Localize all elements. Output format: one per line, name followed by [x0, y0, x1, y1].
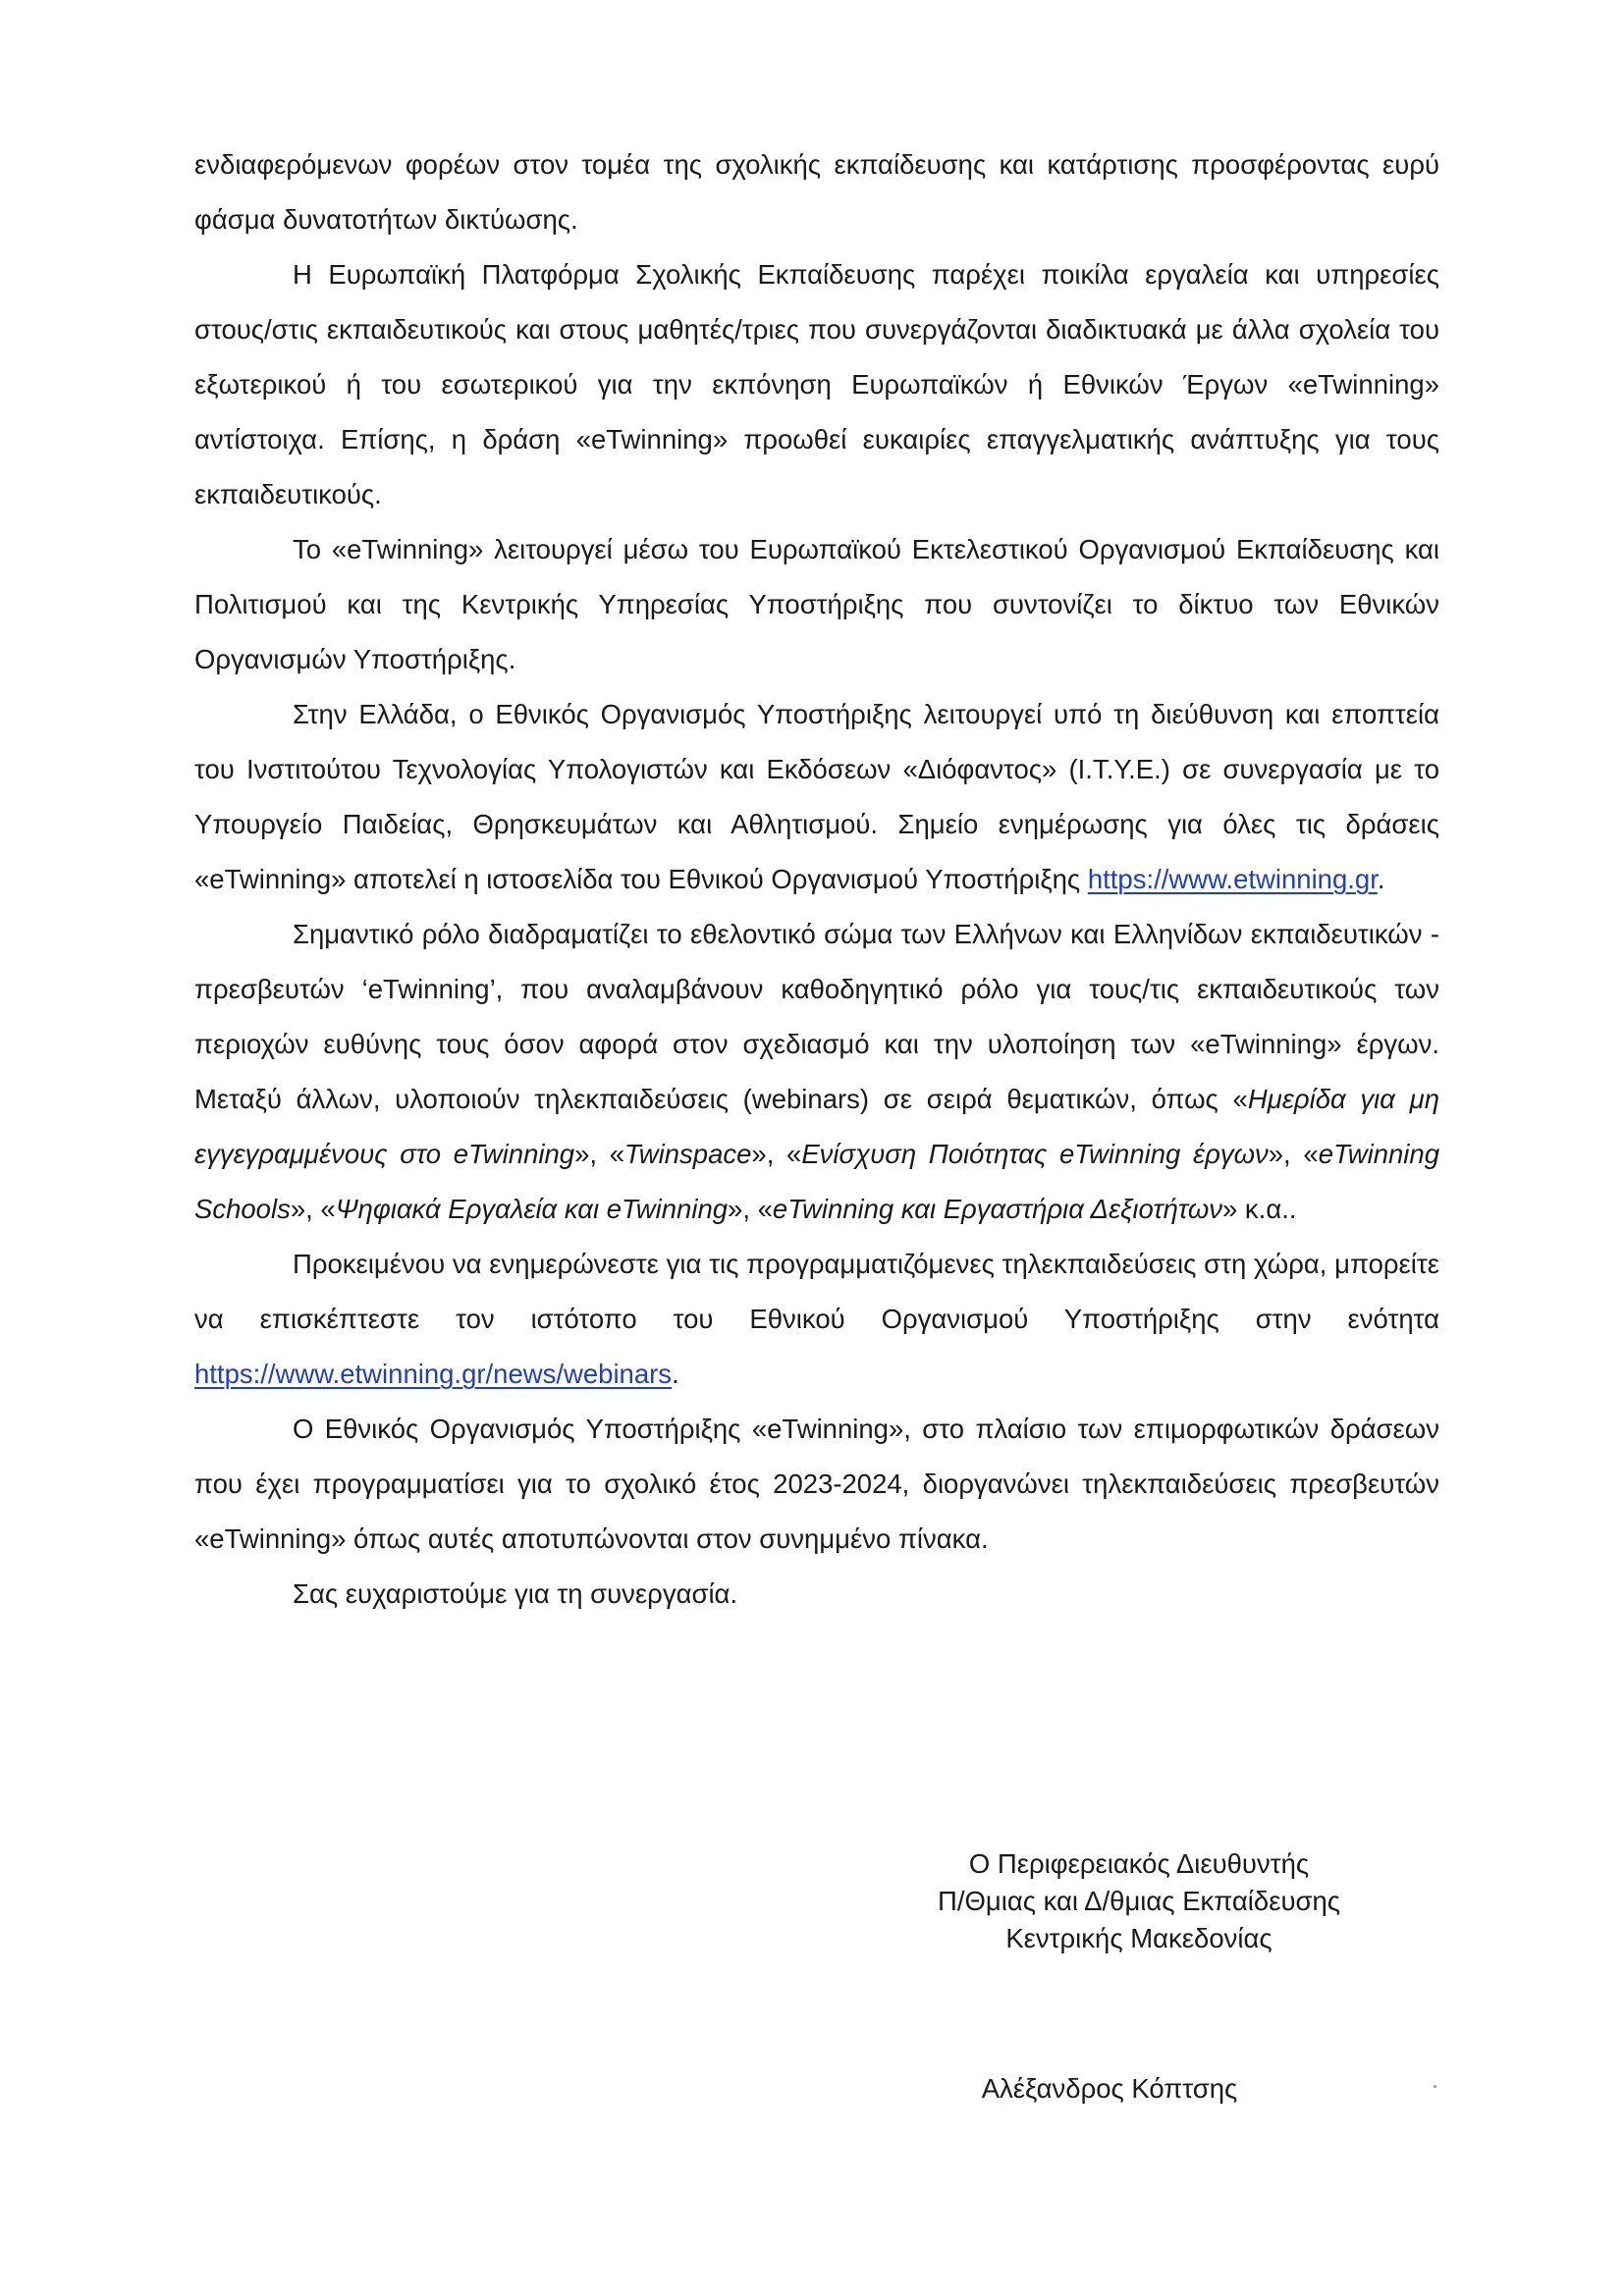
signature-department: Π/Θμιας και Δ/θμιας Εκπαίδευσης: [937, 1886, 1341, 1916]
paragraph-operation: Το «eTwinning» λειτουργεί μέσω του Ευρωπαϊκού Εκτελεστικού Οργανισμού Εκπαίδευσης και Πολιτισμού και της Κεντρικής Υπηρεσίας Υποστήριξης που συντονίζει το δίκτυο των Εθνικών Οργανισμών Υποστήριξης.: [194, 534, 1439, 674]
paragraph-greece-end: .: [1377, 864, 1385, 894]
paragraph-organizes: Ο Εθνικός Οργανισμός Υποστήριξης «eTwinning», στο πλαίσιο των επιμορφωτικών δράσεων που έχει προγραμματίσει για το σχολικό έτος 2023-2024, διοργανώνει τηλεκπαιδεύσεις πρεσβευτών «eTwinning» όπως αυτές αποτυπώνονται στον συνημμένο πίνακα.: [194, 1414, 1439, 1554]
webinar-topic: Twinspace: [624, 1139, 752, 1169]
webinar-topic: Ημερίδα για μη εγγεγραμμένους στο eTwinning: [194, 1084, 1439, 1169]
webinar-topic: eTwinning και Εργαστήρια Δεξιοτήτων: [772, 1194, 1222, 1224]
signature-region: Κεντρικής Μακεδονίας: [1005, 1923, 1272, 1953]
separator: », «: [290, 1194, 336, 1224]
paragraph-webinars: [194, 1237, 1439, 1402]
paragraph-ambassadors-text: Σημαντικό ρόλο διαδραματίζει το εθελοντικό σώμα των Ελλήνων και Ελληνίδων εκπαιδευτικών - πρεσβευτών ‘eTwinning’, που αναλαμβάνουν καθοδηγητικό ρόλο για τους/τις εκπαιδευτικούς των περιοχών ευθύνης τους όσον αφορά στον σχεδιασμό και την υλοποίηση των «eTwinning» έργων. Μεταξύ άλλων, υλοποιούν τηλεκπαιδεύσεις (webinars) σε σειρά θεματικών, όπως «: [194, 919, 1439, 1114]
webinar-topic: Ενίσχυση Ποιότητας eTwinning έργων: [801, 1139, 1269, 1169]
paragraph-continuation: ενδιαφερόμενων φορέων στον τομέα της σχολικής εκπαίδευσης και κατάρτισης προσφέροντας ευρύ φάσμα δυνατοτήτων δικτύωσης.: [194, 149, 1439, 235]
scan-dot: [1434, 2085, 1436, 2088]
paragraph-greece: [194, 687, 1439, 907]
paragraph-greece-text: Στην Ελλάδα, ο Εθνικός Οργανισμός Υποστήριξης λειτουργεί υπό τη διεύθυνση και εποπτεία του Ινστιτούτου Τεχνολογίας Υπολογιστών και Εκδόσεων «Διόφαντος» (Ι.Τ.Υ.Ε.) σε συνεργασία με το Υπουργείο Παιδείας, Θρησκευμάτων και Αθλητισμού. Σημείο ενημέρωσης για όλες τις δράσεις «eTwinning» αποτελεί η ιστοσελίδα του Εθνικού Οργανισμού Υποστήριξης: [194, 699, 1439, 894]
etwinning-link[interactable]: https://www.etwinning.gr: [1087, 864, 1378, 894]
separator: », «: [574, 1139, 624, 1169]
paragraph-ambassadors-end: » κ.α..: [1222, 1194, 1297, 1224]
paragraph-webinars-text: Προκειμένου να ενημερώνεστε για τις προγραμματιζόμενες τηλεκπαιδεύσεις στη χώρα, μπορείτε να επισκέπτεστε τον ιστότοπο του Εθνικού Οργανισμού Υποστήριξης στην ενότητα: [194, 1249, 1439, 1334]
paragraph-platform: Η Ευρωπαϊκή Πλατφόρμα Σχολικής Εκπαίδευσης παρέχει ποικίλα εργαλεία και υπηρεσίες στους/στις εκπαιδευτικούς και στους μαθητές/τριες που συνεργάζονται διαδικτυακά με άλλα σχολεία του εξωτερικού ή του εσωτερικού για την εκπόνηση Ευρωπαϊκών ή Εθνικών Έργων «eTwinning» αντίστοιχα. Επίσης, η δράση «eTwinning» προωθεί ευκαιρίες επαγγελματικής ανάπτυξης για τους εκπαιδευτικούς.: [194, 259, 1439, 509]
signer-name: Αλέξανδρος Κόπτσης: [981, 2073, 1238, 2104]
webinar-topic: Ψηφιακά Εργαλεία και eTwinning: [335, 1194, 729, 1224]
separator: », «: [1268, 1139, 1319, 1169]
letter-body: [194, 137, 1439, 1622]
paragraph-ambassadors: [194, 907, 1439, 1237]
separator: », «: [751, 1139, 802, 1169]
signature-title: Ο Περιφερειακός Διευθυντής: [968, 1848, 1310, 1879]
paragraph-webinars-end: .: [672, 1359, 679, 1389]
webinar-topic: eTwinning Schools: [194, 1139, 1439, 1224]
webinars-link[interactable]: https://www.etwinning.gr/news/webinars: [194, 1359, 673, 1389]
paragraph-thanks: Σας ευχαριστούμε για τη συνεργασία.: [293, 1578, 738, 1609]
separator: », «: [728, 1194, 773, 1224]
signature-block: [805, 1845, 1473, 1957]
